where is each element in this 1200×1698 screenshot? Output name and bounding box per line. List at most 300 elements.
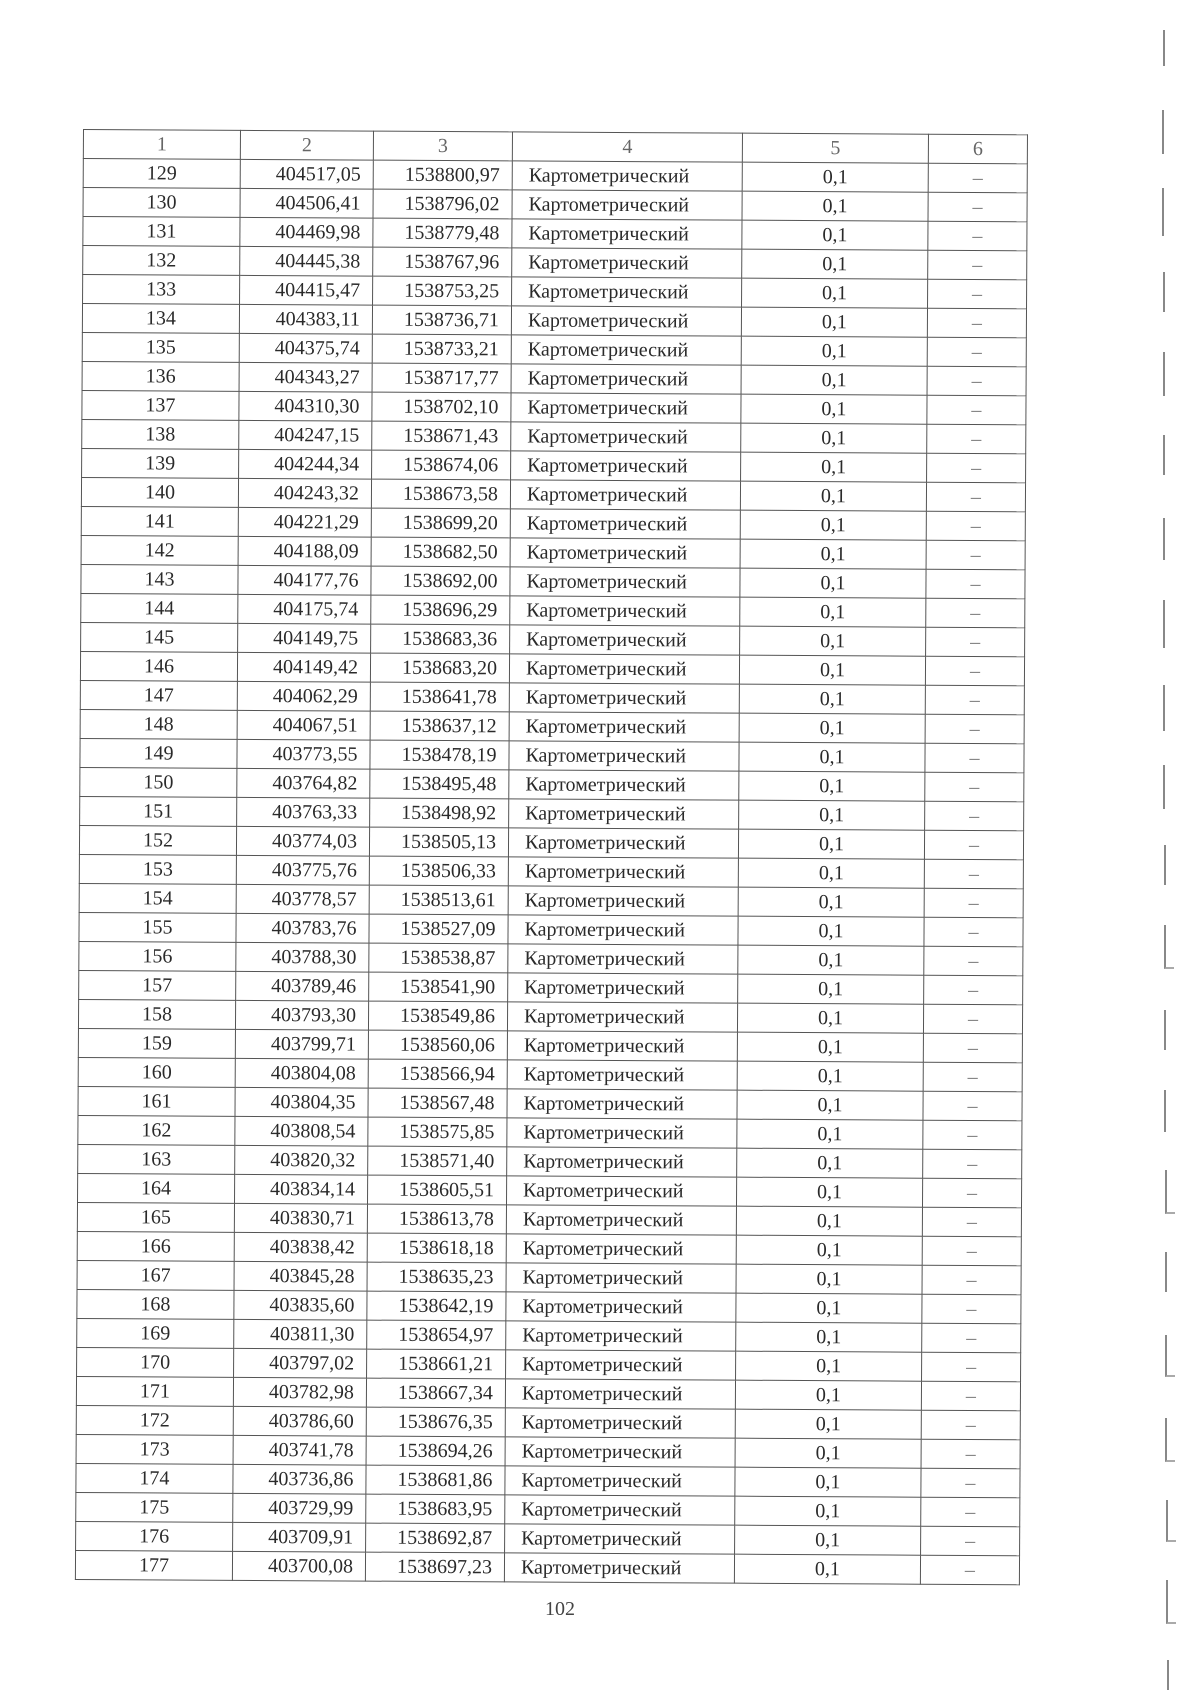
point-number-cell: 137 <box>82 390 239 420</box>
y-coordinate-cell: 1538753,25 <box>373 276 512 306</box>
x-coordinate-cell: 404067,51 <box>237 710 370 740</box>
method-cell: Картометрический <box>509 770 739 800</box>
point-number-cell: 159 <box>78 1028 235 1058</box>
y-coordinate-cell: 1538513,61 <box>369 885 508 915</box>
column-header: 2 <box>240 130 373 160</box>
point-number-cell: 141 <box>81 506 238 536</box>
method-cell: Картометрический <box>510 480 740 510</box>
note-cell: – <box>923 1004 1022 1034</box>
point-number-cell: 147 <box>80 680 237 710</box>
note-cell: – <box>927 308 1026 338</box>
note-cell: – <box>923 1062 1022 1092</box>
accuracy-cell: 0,1 <box>735 1438 921 1468</box>
y-coordinate-cell: 1538505,13 <box>369 827 508 857</box>
accuracy-cell: 0,1 <box>741 423 927 453</box>
column-header: 6 <box>928 134 1027 164</box>
y-coordinate-cell: 1538613,78 <box>367 1204 506 1234</box>
accuracy-cell: 0,1 <box>741 365 927 395</box>
note-cell: – <box>925 772 1024 802</box>
note-cell: – <box>928 279 1027 309</box>
scan-edge-mark <box>1166 1500 1176 1542</box>
accuracy-cell: 0,1 <box>736 1322 922 1352</box>
scan-edge-mark <box>1165 1418 1175 1462</box>
point-number-cell: 166 <box>77 1231 234 1261</box>
x-coordinate-cell: 403835,60 <box>234 1290 367 1320</box>
accuracy-cell: 0,1 <box>739 713 925 743</box>
accuracy-cell: 0,1 <box>736 1264 922 1294</box>
y-coordinate-cell: 1538674,06 <box>372 450 511 480</box>
x-coordinate-cell: 404188,09 <box>238 536 371 566</box>
point-number-cell: 140 <box>81 477 238 507</box>
point-number-cell: 148 <box>80 709 237 739</box>
note-cell: – <box>928 250 1027 280</box>
column-header: 3 <box>373 131 512 161</box>
point-number-cell: 165 <box>77 1202 234 1232</box>
method-cell: Картометрический <box>508 944 738 974</box>
column-header: 1 <box>83 130 240 160</box>
point-number-cell: 175 <box>76 1492 233 1522</box>
method-cell: Картометрический <box>505 1466 735 1496</box>
accuracy-cell: 0,1 <box>740 539 926 569</box>
accuracy-cell: 0,1 <box>736 1351 922 1381</box>
point-number-cell: 163 <box>78 1144 235 1174</box>
accuracy-cell: 0,1 <box>742 191 928 221</box>
method-cell: Картометрический <box>505 1495 735 1525</box>
point-number-cell: 157 <box>79 970 236 1000</box>
point-number-cell: 143 <box>81 564 238 594</box>
y-coordinate-cell: 1538699,20 <box>371 508 510 538</box>
x-coordinate-cell: 404247,15 <box>239 420 372 450</box>
accuracy-cell: 0,1 <box>741 394 927 424</box>
scan-edge-mark <box>1167 1660 1175 1690</box>
note-cell: – <box>925 743 1024 773</box>
note-cell: – <box>927 337 1026 367</box>
x-coordinate-cell: 403773,55 <box>237 739 370 769</box>
x-coordinate-cell: 404469,98 <box>240 217 373 247</box>
y-coordinate-cell: 1538676,35 <box>366 1407 505 1437</box>
x-coordinate-cell: 404221,29 <box>238 507 371 537</box>
x-coordinate-cell: 404445,38 <box>240 246 373 276</box>
note-cell: – <box>925 656 1024 686</box>
method-cell: Картометрический <box>505 1524 735 1554</box>
point-number-cell: 161 <box>78 1086 235 1116</box>
y-coordinate-cell: 1538618,18 <box>367 1233 506 1263</box>
note-cell: – <box>923 1033 1022 1063</box>
method-cell: Картометрический <box>506 1176 736 1206</box>
point-number-cell: 171 <box>76 1376 233 1406</box>
note-cell: – <box>928 163 1027 193</box>
note-cell: – <box>926 598 1025 628</box>
method-cell: Картометрический <box>512 248 742 278</box>
accuracy-cell: 0,1 <box>735 1496 921 1526</box>
method-cell: Картометрический <box>504 1553 734 1583</box>
y-coordinate-cell: 1538733,21 <box>372 334 511 364</box>
method-cell: Картометрический <box>510 538 740 568</box>
note-cell: – <box>922 1178 1021 1208</box>
point-number-cell: 132 <box>83 246 240 276</box>
note-cell: – <box>925 714 1024 744</box>
point-number-cell: 145 <box>81 622 238 652</box>
note-cell: – <box>922 1294 1021 1324</box>
accuracy-cell: 0,1 <box>737 1061 923 1091</box>
method-cell: Картометрический <box>509 741 739 771</box>
scan-edge-mark <box>1164 1090 1172 1132</box>
note-cell: – <box>924 975 1023 1005</box>
note-cell: – <box>922 1207 1021 1237</box>
x-coordinate-cell: 404310,30 <box>239 391 372 421</box>
point-number-cell: 168 <box>77 1289 234 1319</box>
x-coordinate-cell: 403811,30 <box>234 1319 367 1349</box>
note-cell: – <box>926 511 1025 541</box>
accuracy-cell: 0,1 <box>735 1525 921 1555</box>
scan-edge-mark <box>1163 600 1171 648</box>
y-coordinate-cell: 1538571,40 <box>368 1146 507 1176</box>
y-coordinate-cell: 1538767,96 <box>373 247 512 277</box>
method-cell: Картометрический <box>507 1118 737 1148</box>
y-coordinate-cell: 1538641,78 <box>370 682 509 712</box>
y-coordinate-cell: 1538673,58 <box>371 479 510 509</box>
method-cell: Картометрический <box>511 422 741 452</box>
accuracy-cell: 0,1 <box>736 1177 922 1207</box>
method-cell: Картометрический <box>506 1292 736 1322</box>
note-cell: – <box>924 946 1023 976</box>
point-number-cell: 169 <box>77 1318 234 1348</box>
y-coordinate-cell: 1538637,12 <box>370 711 509 741</box>
y-coordinate-cell: 1538692,87 <box>366 1523 505 1553</box>
x-coordinate-cell: 403729,99 <box>233 1493 366 1523</box>
scan-edge-mark <box>1163 518 1171 560</box>
method-cell: Картометрический <box>507 1002 737 1032</box>
accuracy-cell: 0,1 <box>739 684 925 714</box>
point-number-cell: 150 <box>80 767 237 797</box>
point-number-cell: 152 <box>79 825 236 855</box>
table-row <box>75 1550 1019 1584</box>
note-cell: – <box>924 859 1023 889</box>
y-coordinate-cell: 1538661,21 <box>367 1349 506 1379</box>
point-number-cell: 164 <box>78 1173 235 1203</box>
point-number-cell: 162 <box>78 1115 235 1145</box>
method-cell: Картометрический <box>509 654 739 684</box>
y-coordinate-cell: 1538800,97 <box>373 160 512 190</box>
note-cell: – <box>923 1149 1022 1179</box>
method-cell: Картометрический <box>512 277 742 307</box>
x-coordinate-cell: 404149,42 <box>237 652 370 682</box>
point-number-cell: 176 <box>76 1521 233 1551</box>
point-number-cell: 170 <box>77 1347 234 1377</box>
x-coordinate-cell: 403775,76 <box>236 855 369 885</box>
note-cell: – <box>928 192 1027 222</box>
accuracy-cell: 0,1 <box>742 162 928 192</box>
method-cell: Картометрический <box>507 1060 737 1090</box>
x-coordinate-cell: 403736,86 <box>233 1464 366 1494</box>
page-number: 102 <box>545 1598 575 1620</box>
scan-edge-mark <box>1162 188 1170 236</box>
note-cell: – <box>921 1497 1020 1527</box>
point-number-cell: 131 <box>83 217 240 247</box>
note-cell: – <box>927 424 1026 454</box>
accuracy-cell: 0,1 <box>738 829 924 859</box>
method-cell: Картометрический <box>506 1263 736 1293</box>
note-cell: – <box>926 569 1025 599</box>
accuracy-cell: 0,1 <box>739 655 925 685</box>
x-coordinate-cell: 403774,03 <box>236 826 369 856</box>
method-cell: Картометрический <box>506 1205 736 1235</box>
point-number-cell: 167 <box>77 1260 234 1290</box>
table-body <box>75 159 1027 1585</box>
x-coordinate-cell: 404243,32 <box>238 478 371 508</box>
accuracy-cell: 0,1 <box>738 945 924 975</box>
accuracy-cell: 0,1 <box>736 1235 922 1265</box>
y-coordinate-cell: 1538696,29 <box>371 595 510 625</box>
point-number-cell: 172 <box>76 1405 233 1435</box>
accuracy-cell: 0,1 <box>735 1409 921 1439</box>
y-coordinate-cell: 1538654,97 <box>367 1320 506 1350</box>
accuracy-cell: 0,1 <box>738 916 924 946</box>
point-number-cell: 139 <box>82 448 239 478</box>
note-cell: – <box>925 801 1024 831</box>
scan-edge-mark <box>1163 272 1171 312</box>
x-coordinate-cell: 403782,98 <box>233 1377 366 1407</box>
point-number-cell: 154 <box>79 883 236 913</box>
x-coordinate-cell: 403709,91 <box>233 1522 366 1552</box>
method-cell: Картометрический <box>512 161 742 191</box>
scan-edge-mark <box>1165 1335 1175 1377</box>
point-number-cell: 160 <box>78 1057 235 1087</box>
note-cell: – <box>924 917 1023 947</box>
scan-edge-mark <box>1162 110 1170 154</box>
point-number-cell: 174 <box>76 1463 233 1493</box>
note-cell: – <box>922 1352 1021 1382</box>
y-coordinate-cell: 1538549,86 <box>368 1001 507 1031</box>
point-number-cell: 151 <box>80 796 237 826</box>
x-coordinate-cell: 403789,46 <box>236 971 369 1001</box>
method-cell: Картометрический <box>507 1089 737 1119</box>
scan-edge-mark <box>1163 30 1171 66</box>
note-cell: – <box>921 1381 1020 1411</box>
method-cell: Картометрический <box>510 567 740 597</box>
y-coordinate-cell: 1538683,95 <box>366 1494 505 1524</box>
method-cell: Картометрический <box>510 509 740 539</box>
note-cell: – <box>921 1439 1020 1469</box>
method-cell: Картометрический <box>510 596 740 626</box>
accuracy-cell: 0,1 <box>737 1119 923 1149</box>
point-number-cell: 156 <box>79 941 236 971</box>
accuracy-cell: 0,1 <box>735 1380 921 1410</box>
accuracy-cell: 0,1 <box>735 1467 921 1497</box>
x-coordinate-cell: 404343,27 <box>239 362 372 392</box>
accuracy-cell: 0,1 <box>736 1206 922 1236</box>
point-number-cell: 134 <box>82 304 239 334</box>
point-number-cell: 144 <box>81 593 238 623</box>
x-coordinate-cell: 404175,74 <box>238 594 371 624</box>
point-number-cell: 173 <box>76 1434 233 1464</box>
method-cell: Картометрический <box>511 306 741 336</box>
x-coordinate-cell: 404244,34 <box>239 449 372 479</box>
accuracy-cell: 0,1 <box>740 597 926 627</box>
x-coordinate-cell: 403764,82 <box>237 768 370 798</box>
y-coordinate-cell: 1538736,71 <box>372 305 511 335</box>
accuracy-cell: 0,1 <box>740 481 926 511</box>
accuracy-cell: 0,1 <box>739 771 925 801</box>
accuracy-cell: 0,1 <box>737 1032 923 1062</box>
scan-edge-mark <box>1163 435 1171 475</box>
x-coordinate-cell: 403783,76 <box>236 913 369 943</box>
point-number-cell: 146 <box>80 651 237 681</box>
method-cell: Картометрический <box>509 799 739 829</box>
note-cell: – <box>922 1265 1021 1295</box>
method-cell: Картометрический <box>511 451 741 481</box>
method-cell: Картометрический <box>512 219 742 249</box>
point-number-cell: 136 <box>82 361 239 391</box>
x-coordinate-cell: 403763,33 <box>237 797 370 827</box>
accuracy-cell: 0,1 <box>738 858 924 888</box>
note-cell: – <box>924 888 1023 918</box>
point-number-cell: 133 <box>83 275 240 305</box>
note-cell: – <box>926 540 1025 570</box>
point-number-cell: 142 <box>81 535 238 565</box>
method-cell: Картометрический <box>506 1321 736 1351</box>
accuracy-cell: 0,1 <box>736 1293 922 1323</box>
y-coordinate-cell: 1538567,48 <box>368 1088 507 1118</box>
y-coordinate-cell: 1538702,10 <box>372 392 511 422</box>
point-number-cell: 153 <box>79 854 236 884</box>
y-coordinate-cell: 1538498,92 <box>370 798 509 828</box>
x-coordinate-cell: 403834,14 <box>235 1174 368 1204</box>
method-cell: Картометрический <box>506 1350 736 1380</box>
note-cell: – <box>928 221 1027 251</box>
note-cell: – <box>927 453 1026 483</box>
accuracy-cell: 0,1 <box>734 1554 920 1584</box>
accuracy-cell: 0,1 <box>739 742 925 772</box>
point-number-cell: 135 <box>82 332 239 362</box>
y-coordinate-cell: 1538697,23 <box>365 1552 504 1582</box>
x-coordinate-cell: 403808,54 <box>235 1116 368 1146</box>
method-cell: Картометрический <box>512 190 742 220</box>
y-coordinate-cell: 1538527,09 <box>369 914 508 944</box>
x-coordinate-cell: 404062,29 <box>237 681 370 711</box>
y-coordinate-cell: 1538506,33 <box>369 856 508 886</box>
y-coordinate-cell: 1538671,43 <box>372 421 511 451</box>
accuracy-cell: 0,1 <box>741 307 927 337</box>
y-coordinate-cell: 1538541,90 <box>369 972 508 1002</box>
x-coordinate-cell: 404506,41 <box>240 188 373 218</box>
accuracy-cell: 0,1 <box>742 249 928 279</box>
method-cell: Картометрический <box>508 828 738 858</box>
note-cell: – <box>921 1410 1020 1440</box>
x-coordinate-cell: 403804,08 <box>235 1058 368 1088</box>
accuracy-cell: 0,1 <box>737 1003 923 1033</box>
note-cell: – <box>927 395 1026 425</box>
x-coordinate-cell: 403799,71 <box>235 1029 368 1059</box>
y-coordinate-cell: 1538692,00 <box>371 566 510 596</box>
y-coordinate-cell: 1538683,20 <box>370 653 509 683</box>
accuracy-cell: 0,1 <box>737 1148 923 1178</box>
scan-edge-mark <box>1164 845 1172 885</box>
y-coordinate-cell: 1538566,94 <box>368 1059 507 1089</box>
accuracy-cell: 0,1 <box>741 336 927 366</box>
y-coordinate-cell: 1538605,51 <box>367 1175 506 1205</box>
note-cell: – <box>923 1091 1022 1121</box>
y-coordinate-cell: 1538495,48 <box>370 769 509 799</box>
accuracy-cell: 0,1 <box>740 626 926 656</box>
y-coordinate-cell: 1538681,86 <box>366 1465 505 1495</box>
method-cell: Картометрический <box>506 1234 736 1264</box>
scan-edge-mark <box>1163 765 1171 809</box>
x-coordinate-cell: 403804,35 <box>235 1087 368 1117</box>
x-coordinate-cell: 403838,42 <box>234 1232 367 1262</box>
method-cell: Картометрический <box>508 857 738 887</box>
method-cell: Картометрический <box>511 335 741 365</box>
accuracy-cell: 0,1 <box>740 510 926 540</box>
x-coordinate-cell: 404415,47 <box>240 275 373 305</box>
y-coordinate-cell: 1538683,36 <box>371 624 510 654</box>
y-coordinate-cell: 1538779,48 <box>373 218 512 248</box>
method-cell: Картометрический <box>508 973 738 1003</box>
x-coordinate-cell: 404177,76 <box>238 565 371 595</box>
method-cell: Картометрический <box>507 1147 737 1177</box>
x-coordinate-cell: 403820,32 <box>235 1145 368 1175</box>
y-coordinate-cell: 1538560,06 <box>368 1030 507 1060</box>
method-cell: Картометрический <box>507 1031 737 1061</box>
note-cell: – <box>926 482 1025 512</box>
method-cell: Картометрический <box>510 625 740 655</box>
x-coordinate-cell: 403830,71 <box>234 1203 367 1233</box>
method-cell: Картометрический <box>505 1379 735 1409</box>
y-coordinate-cell: 1538796,02 <box>373 189 512 219</box>
note-cell: – <box>925 685 1024 715</box>
note-cell: – <box>920 1555 1019 1585</box>
x-coordinate-cell: 403778,57 <box>236 884 369 914</box>
x-coordinate-cell: 403788,30 <box>236 942 369 972</box>
note-cell: – <box>922 1236 1021 1266</box>
accuracy-cell: 0,1 <box>741 452 927 482</box>
accuracy-cell: 0,1 <box>742 278 928 308</box>
note-cell: – <box>921 1526 1020 1556</box>
y-coordinate-cell: 1538642,19 <box>367 1291 506 1321</box>
method-cell: Картометрический <box>505 1408 735 1438</box>
scan-edge-mark <box>1163 685 1171 731</box>
x-coordinate-cell: 404517,05 <box>240 159 373 189</box>
note-cell: – <box>921 1468 1020 1498</box>
point-number-cell: 129 <box>83 159 240 189</box>
accuracy-cell: 0,1 <box>738 887 924 917</box>
note-cell: – <box>922 1323 1021 1353</box>
scan-edge-mark <box>1166 1580 1176 1624</box>
note-cell: – <box>927 366 1026 396</box>
accuracy-cell: 0,1 <box>742 220 928 250</box>
x-coordinate-cell: 404375,74 <box>239 333 372 363</box>
x-coordinate-cell: 403741,78 <box>233 1435 366 1465</box>
scan-edge-mark <box>1165 1252 1173 1292</box>
note-cell: – <box>926 627 1025 657</box>
method-cell: Картометрический <box>508 886 738 916</box>
point-number-cell: 155 <box>79 912 236 942</box>
x-coordinate-cell: 404383,11 <box>239 304 372 334</box>
scan-edge-mark <box>1165 1170 1175 1214</box>
method-cell: Картометрический <box>511 364 741 394</box>
method-cell: Картометрический <box>508 915 738 945</box>
accuracy-cell: 0,1 <box>740 568 926 598</box>
scan-edge-mark <box>1164 925 1174 969</box>
y-coordinate-cell: 1538538,87 <box>369 943 508 973</box>
x-coordinate-cell: 404149,75 <box>238 623 371 653</box>
scan-edge-mark <box>1163 352 1171 396</box>
accuracy-cell: 0,1 <box>739 800 925 830</box>
accuracy-cell: 0,1 <box>737 1090 923 1120</box>
y-coordinate-cell: 1538575,85 <box>368 1117 507 1147</box>
point-number-cell: 130 <box>83 188 240 218</box>
x-coordinate-cell: 403700,08 <box>232 1551 365 1581</box>
